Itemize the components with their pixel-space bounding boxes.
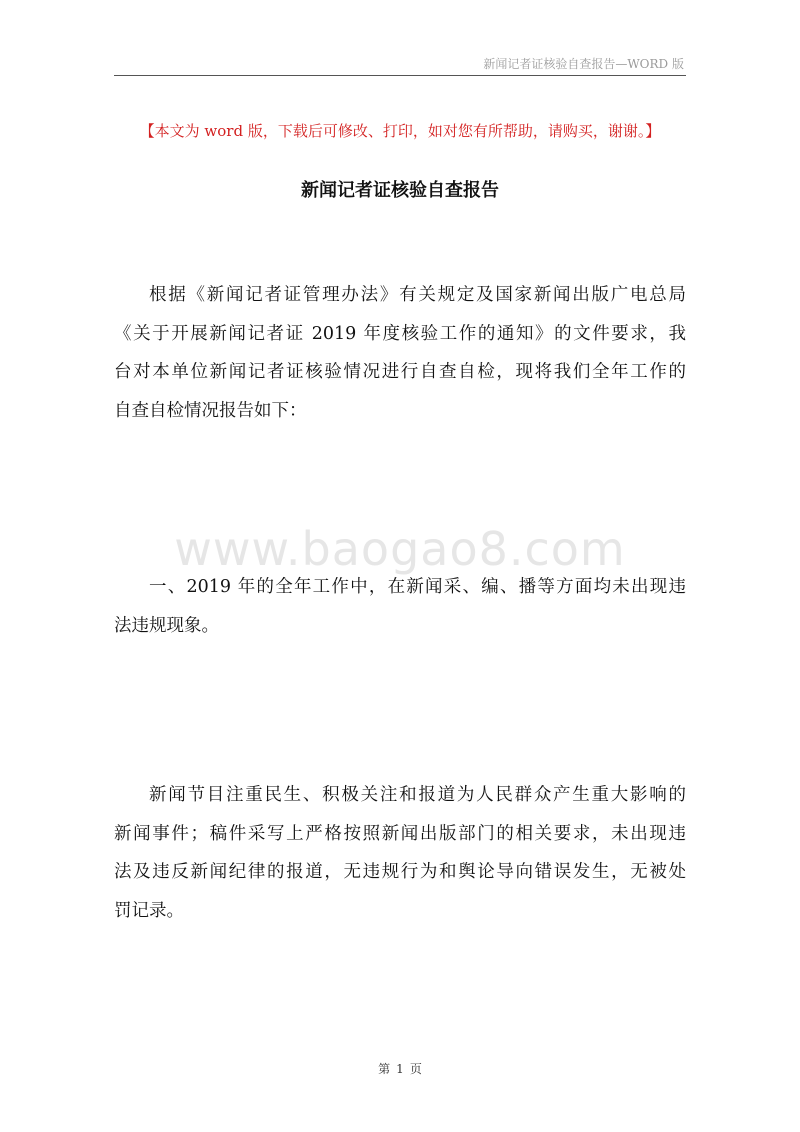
page-footer <box>0 1060 800 1077</box>
purchase-notice: 【本文为 word 版，下载后可修改、打印，如对您有所帮助，请购买，谢谢。】 <box>139 122 661 140</box>
paragraph-line: 罚记录。 <box>114 900 184 921</box>
paragraph-news-programs <box>114 776 686 930</box>
paragraph-section-one <box>114 568 686 645</box>
paragraph-line: 《关于开展新闻记者证 2019 年度核验工作的通知》的文件要求，我 <box>114 323 686 344</box>
paragraph-line: 台对本单位新闻记者证核验情况进行自查自检，现将我们全年工作的 <box>114 362 686 382</box>
paragraph-line: 自查自检情况报告如下： <box>114 400 307 421</box>
page-label-prefix: 第 <box>378 1062 391 1076</box>
paragraph-line: 一、2019 年的全年工作中，在新闻采、编、播等方面均未出现违 <box>149 577 686 597</box>
page-number: 1 <box>396 1062 404 1076</box>
paragraph-line: 法违规现象。 <box>114 615 219 636</box>
paragraph-line: 法及违反新闻纪律的报道，无违规行为和舆论导向错误发生，无被处 <box>114 862 686 882</box>
paragraph-line: 新闻节目注重民生、积极关注和报道为人民群众产生重大影响的 <box>149 785 686 805</box>
running-header: 新闻记者证核验自查报告—WORD 版 <box>483 57 684 71</box>
watermark: www.baogao8.com <box>174 522 626 576</box>
document-title: 新闻记者证核验自查报告 <box>301 180 499 201</box>
page-label-suffix: 页 <box>409 1062 422 1076</box>
paragraph-intro <box>114 276 686 430</box>
paragraph-line: 根据《新闻记者证管理办法》有关规定及国家新闻出版广电总局 <box>149 285 686 305</box>
paragraph-line: 新闻事件；稿件采写上严格按照新闻出版部门的相关要求，未出现违 <box>114 823 686 844</box>
header-divider <box>114 75 686 76</box>
